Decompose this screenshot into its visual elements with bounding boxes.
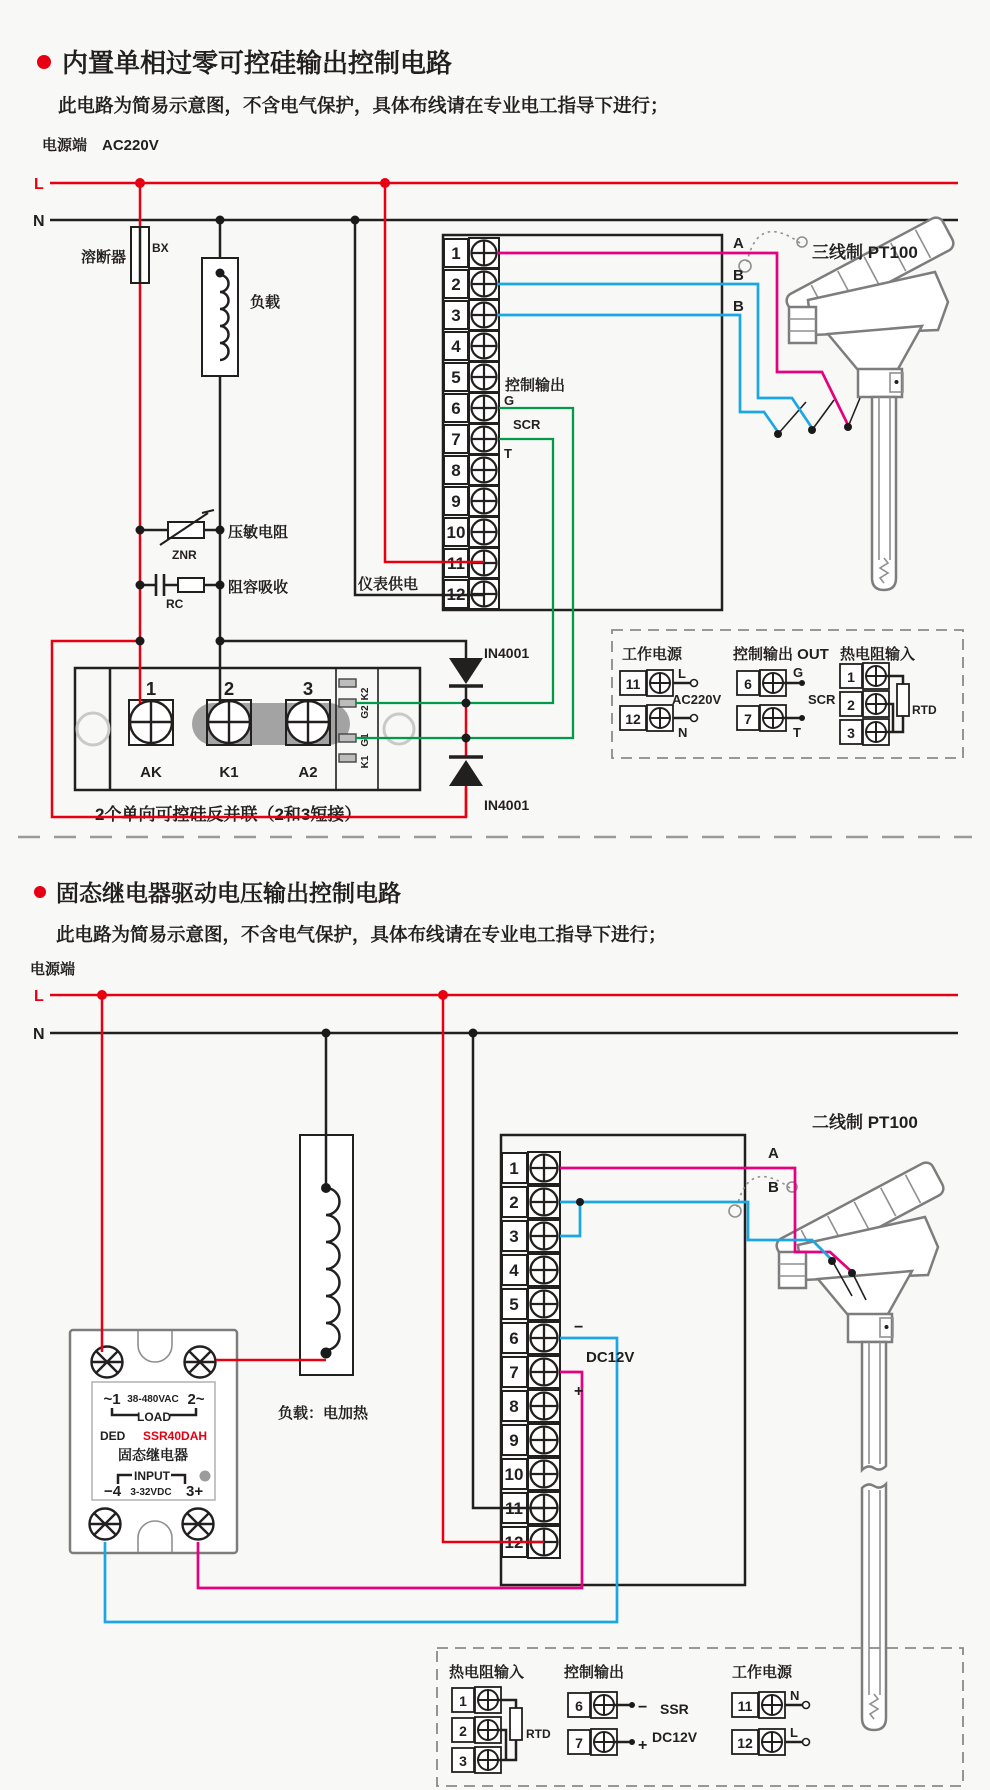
c1-wire-b1-label: B [733,267,744,284]
c1-legend-og: G [793,665,804,680]
c1-fuse-label: 溶断器 [80,249,126,266]
scr-pin-k2: K2 [360,687,371,701]
c1-wire-b2-label: B [733,298,744,315]
c2-legend-power-title: 工作电源 [732,1664,793,1681]
c2-legend-rtd-title: 热电阻输入 [449,1664,525,1681]
scr-n3: 3 [302,678,314,699]
c2-ssr-module [70,1330,237,1553]
c1-t-label: T [504,446,512,461]
c1-power-voltage: AC220V [102,137,159,154]
ssr-m4: −4 [104,1483,122,1500]
scr-a2: A2 [298,764,318,781]
c2-legend-r3: 3 [459,1753,467,1769]
c2-legend-om: − [638,1699,648,1716]
c1-terminal-strip [444,238,499,609]
c2-pt100-sensor [729,1160,946,1730]
c2-t7: 7 [509,1363,519,1382]
c1-legend-oscr: SCR [808,692,836,707]
c2-l-label: L [34,988,44,1005]
circuit1 [33,48,963,824]
c2-legend-ssr: SSR [660,1701,689,1717]
c1-varistor [140,510,220,545]
c1-scr-module [75,668,420,790]
ssr-model: SSR40DAH [143,1429,208,1443]
c2-t4: 4 [509,1261,519,1280]
scr-pin-g1: G1 [360,733,371,747]
scr-pin-g2: G2 [360,705,371,719]
scr-ak: AK [140,764,162,781]
scr-n2: 2 [223,678,235,699]
ssr-vac: 38-480VAC [127,1394,179,1405]
c1-varistor-label: 压敏电阻 [228,524,289,541]
c2-t2: 2 [509,1193,519,1212]
c1-scr-label: SCR [513,417,541,432]
c2-subtitle: 此电路为简易示意图，不含电气保护，具体布线请在专业电工指导下进行； [56,924,667,945]
c1-t9: 9 [451,492,461,511]
c2-t1: 1 [509,1159,519,1178]
c2-t6: 6 [509,1329,519,1348]
ssr-t1: ~1 [103,1391,121,1408]
c1-rc-code: RC [166,597,184,611]
c2-t8: 8 [509,1397,519,1416]
c2-title: 固态继电器驱动电压输出控制电路 [56,880,401,906]
c2-legend-op: + [638,1737,648,1754]
c1-output-label: 控制输出 [505,377,566,394]
c2-plus-label: + [574,1383,584,1400]
c1-fuse-code: BX [152,241,169,255]
c1-l-label: L [34,176,44,193]
c1-t10: 10 [446,523,466,542]
c1-diode2-label: IN4001 [484,797,530,813]
ssr-input: INPUT [134,1469,170,1483]
ssr-vdc: 3-32VDC [130,1487,172,1498]
c2-legend-o7: 7 [575,1735,583,1751]
c2-t10: 10 [504,1465,524,1484]
c2-legend-o6: 6 [575,1698,583,1714]
c1-rc-snubber [140,574,220,596]
c1-power-label: 电源端 [42,137,88,154]
c2-terminal-strip [502,1152,560,1558]
c2-legend-rtd: RTD [526,1727,551,1741]
c1-title: 内置单相过零可控硅输出控制电路 [62,48,453,78]
c2-n-label: N [33,1026,45,1043]
scr-pin-k1: K1 [360,755,371,769]
c2-legend-out-title: 控制输出 [564,1664,625,1681]
c1-legend-o6: 6 [744,676,752,692]
c2-legend-p12: 12 [737,1735,753,1751]
c1-t1: 1 [451,244,461,263]
ssr-p3: 3+ [186,1483,204,1500]
ssr-load: LOAD [137,1410,171,1424]
c1-legend-pv: AC220V [672,692,722,707]
c1-legend-power-title: 工作电源 [622,646,683,663]
c1-varistor-code: ZNR [172,548,197,562]
c1-legend-p12: 12 [625,711,641,727]
c1-legend-rtd: RTD [912,703,937,717]
c1-pt100-sensor [739,215,956,590]
c1-load-label: 负载 [250,294,281,311]
c1-legend-ot: T [793,725,801,740]
c1-t4: 4 [451,337,461,356]
ssr-name: 固态继电器 [118,1447,188,1463]
c2-t11: 11 [505,1499,523,1518]
circuit2 [30,880,963,1786]
c1-legend-pl: L [678,666,686,681]
c2-legend-pl: L [790,1725,798,1740]
c1-diode1-label: IN4001 [484,645,530,661]
scr-k1: K1 [219,764,239,781]
c1-meter-supply: 仪表供电 [358,576,419,593]
c1-legend-r1: 1 [847,669,855,685]
c1-legend-r3: 3 [847,725,855,741]
c1-g-label: G [504,393,515,408]
c2-legend-p11: 11 [737,1698,753,1714]
c1-legend-out-title: 控制输出 OUT [733,646,829,663]
c2-load-label: 负载：电加热 [278,1405,369,1422]
c2-t9: 9 [509,1431,519,1450]
c1-legend-o7: 7 [744,711,752,727]
c2-wire-a-label: A [768,1145,779,1162]
c1-rc-label: 阻容吸收 [228,579,289,596]
c2-sensor-label: 二线制 PT100 [812,1113,918,1132]
c2-wire-b-label: B [768,1179,779,1196]
c1-t8: 8 [451,461,461,480]
c1-t3: 3 [451,306,461,325]
c2-t3: 3 [509,1227,519,1246]
c2-legend-r2: 2 [459,1723,467,1739]
c1-load [202,258,238,376]
c2-junctions [97,990,856,1359]
ssr-t2: 2~ [187,1391,205,1408]
c2-t12: 12 [504,1533,524,1552]
c1-t11: 11 [447,554,465,573]
bullet-icon [34,886,46,898]
c2-dc-label: DC12V [586,1349,635,1366]
c1-t5: 5 [451,368,461,387]
c2-power-label: 电源端 [30,961,76,978]
c1-t7: 7 [451,430,461,449]
c1-t2: 2 [451,275,461,294]
c2-legend-dc: DC12V [652,1729,698,1745]
c2-legend-pn: N [790,1688,800,1703]
c1-legend-r2: 2 [847,697,855,713]
c1-wire-a-label: A [733,235,744,252]
c1-n-label: N [33,213,45,230]
c1-legend [612,630,963,758]
bullet-icon [37,55,51,69]
c2-legend-r1: 1 [459,1693,467,1709]
c1-t12: 12 [446,585,466,604]
c1-legend-rtd-title: 热电阻输入 [840,646,916,663]
c1-sensor-label: 三线制 PT100 [812,243,918,262]
c1-legend-pn: N [678,725,688,740]
c1-t6: 6 [451,399,461,418]
c1-legend-p11: 11 [625,676,641,692]
c1-subtitle: 此电路为简易示意图，不含电气保护，具体布线请在专业电工指导下进行； [58,95,669,116]
c2-minus-label: − [574,1319,584,1336]
c2-t5: 5 [509,1295,519,1314]
c1-scr-caption: 2个单向可控硅反并联（2和3短接） [95,805,362,824]
ssr-ded: DED [100,1429,126,1443]
scr-n1: 1 [145,678,157,699]
